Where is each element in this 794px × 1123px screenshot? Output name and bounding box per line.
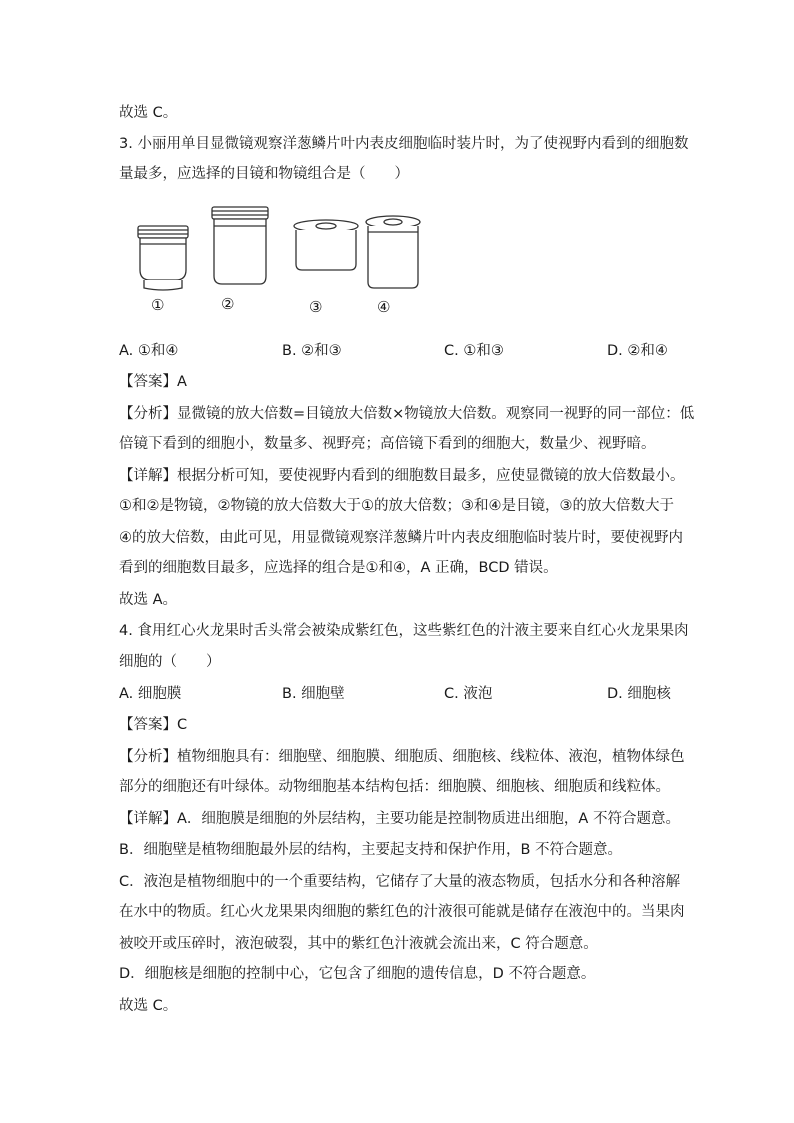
eyepiece-short (294, 220, 358, 270)
q4-detail-line3: C．液泡是植物细胞中的一个重要结构，它储存了大量的液态物质，包括水分和各种溶解 (119, 874, 681, 890)
figure-label-3: ③ (309, 298, 323, 316)
conclusion-prev: 故选 C。 (119, 105, 178, 121)
q3-option-d: D. ②和④ (607, 343, 668, 359)
q3-analysis-line2: 倍镜下看到的细胞小，数量多、视野亮；高倍镜下看到的细胞大，数量少、视野暗。 (119, 436, 656, 452)
q4-option-d: D. 细胞核 (607, 686, 671, 702)
q3-detail-line3: ④的放大倍数，由此可见，用显微镜观察洋葱鳞片叶内表皮细胞临时装片时，要使视野内 (119, 530, 683, 546)
q4-option-a: A. 细胞膜 (119, 686, 182, 702)
q4-option-b: B. 细胞壁 (282, 686, 345, 702)
q3-stem-line1: 3. 小丽用单目显微镜观察洋葱鳞片叶内表皮细胞临时装片时，为了使视野内看到的细胞数 (119, 136, 689, 152)
q4-detail-line1: 【详解】A．细胞膜是细胞的外层结构，主要功能是控制物质进出细胞，A 不符合题意。 (119, 811, 680, 827)
q3-analysis-line1: 【分析】显微镜的放大倍数=目镜放大倍数×物镜放大倍数。观察同一视野的同一部位：低 (119, 406, 695, 422)
q3-option-c: C. ①和③ (444, 343, 504, 359)
q3-option-b: B. ②和③ (282, 343, 342, 359)
q4-option-c: C. 液泡 (444, 686, 493, 702)
lens-figure (128, 200, 428, 325)
q3-detail-line2: ①和②是物镜，②物镜的放大倍数大于①的放大倍数；③和④是目镜，③的放大倍数大于 (119, 498, 674, 514)
objective-lens-short (138, 226, 188, 290)
q3-detail-line4: 看到的细胞数目最多，应选择的组合是①和④，A 正确，BCD 错误。 (119, 560, 558, 576)
q4-answer: 【答案】C (119, 717, 188, 733)
q4-conclusion: 故选 C。 (119, 998, 178, 1014)
objective-lens-long (212, 207, 268, 284)
figure-label-4: ④ (377, 298, 391, 316)
figure-label-2: ② (221, 295, 235, 313)
q3-answer: 【答案】A (119, 374, 187, 390)
q4-detail-line2: B．细胞壁是植物细胞最外层的结构，主要起支持和保护作用，B 不符合题意。 (119, 842, 623, 858)
q3-detail-line1: 【详解】根据分析可知，要使视野内看到的细胞数目最多，应使显微镜的放大倍数最小。 (119, 468, 685, 484)
eyepiece-long (366, 216, 420, 288)
q3-option-a: A. ①和④ (119, 343, 179, 359)
q3-stem-line2: 量最多，应选择的目镜和物镜组合是（ ） (119, 166, 409, 182)
q4-detail-line6: D．细胞核是细胞的控制中心，它包含了细胞的遗传信息，D 不符合题意。 (119, 966, 596, 982)
q4-analysis-line2: 部分的细胞还有叶绿体。动物细胞基本结构包括：细胞膜、细胞核、细胞质和线粒体。 (119, 779, 670, 795)
q4-detail-line5: 被咬开或压碎时，液泡破裂，其中的紫红色汁液就会流出来，C 符合题意。 (119, 936, 598, 952)
q4-stem-line1: 4. 食用红心火龙果时舌头常会被染成紫红色，这些紫红色的汁液主要来自红心火龙果果肉 (119, 623, 689, 639)
figure-label-1: ① (151, 296, 165, 314)
q4-detail-line4: 在水中的物质。红心火龙果果肉细胞的紫红色的汁液很可能就是储存在液泡中的。当果肉 (119, 904, 685, 920)
q4-analysis-line1: 【分析】植物细胞具有：细胞壁、细胞膜、细胞质、细胞核、线粒体、液泡，植物体绿色 (119, 749, 685, 765)
q3-conclusion: 故选 A。 (119, 592, 178, 608)
q4-stem-line2: 细胞的（ ） (119, 654, 221, 670)
